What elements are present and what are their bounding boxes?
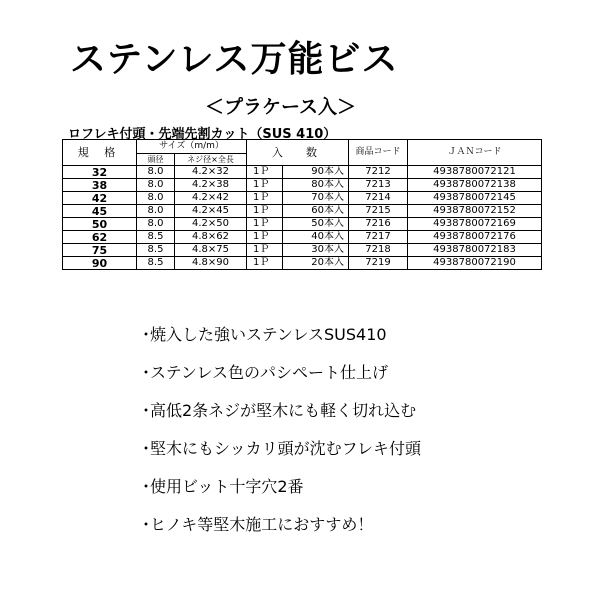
- count-cell: 20本入: [283, 257, 349, 270]
- feature-text: 使用ビット十字穴2番: [150, 477, 304, 496]
- product-code-cell: 7219: [349, 257, 408, 270]
- product-title: ステンレス万能ビス: [70, 39, 399, 80]
- spec-table: [62, 139, 542, 270]
- header-quantity: 入 数: [247, 140, 349, 166]
- count-cell: 40本入: [283, 231, 349, 244]
- jan-code-cell: 4938780072183: [408, 244, 542, 257]
- pack-unit-cell: 1Ｐ: [247, 192, 283, 205]
- header-jan-code: ＪＡＮコード: [408, 140, 542, 166]
- table-row: [63, 166, 542, 179]
- feature-list: [138, 325, 421, 553]
- count-cell: 70本入: [283, 192, 349, 205]
- size-cell: 32: [63, 166, 137, 179]
- jan-code-cell: 4938780072169: [408, 218, 542, 231]
- size-cell: 50: [63, 218, 137, 231]
- feature-text: ステンレス色のパシペート仕上げ: [150, 363, 389, 382]
- size-cell: 90: [63, 257, 137, 270]
- size-cell: 75: [63, 244, 137, 257]
- pack-unit-cell: 1Ｐ: [247, 218, 283, 231]
- table-row: [63, 257, 542, 270]
- jan-code-cell: 4938780072152: [408, 205, 542, 218]
- header-dimensions: サイズ（m/m）: [137, 140, 247, 154]
- head-diameter-cell: 8.0: [137, 218, 175, 231]
- pack-unit-cell: 1Ｐ: [247, 257, 283, 270]
- jan-code-cell: 4938780072138: [408, 179, 542, 192]
- thread-cell: 4.2×38: [175, 179, 247, 192]
- head-diameter-cell: 8.5: [137, 257, 175, 270]
- feature-item: [138, 477, 421, 515]
- thread-cell: 4.2×45: [175, 205, 247, 218]
- feature-item: [138, 363, 421, 401]
- jan-code-cell: 4938780072190: [408, 257, 542, 270]
- count-cell: 80本入: [283, 179, 349, 192]
- head-diameter-cell: 8.5: [137, 231, 175, 244]
- jan-code-cell: 4938780072121: [408, 166, 542, 179]
- count-cell: 90本入: [283, 166, 349, 179]
- bullet-dot: ・: [138, 325, 155, 344]
- bullet-dot: ・: [138, 477, 155, 496]
- table-row: [63, 244, 542, 257]
- size-cell: 42: [63, 192, 137, 205]
- table-row: [63, 218, 542, 231]
- feature-item: [138, 439, 421, 477]
- thread-cell: 4.2×42: [175, 192, 247, 205]
- product-code-cell: 7215: [349, 205, 408, 218]
- thread-cell: 4.2×50: [175, 218, 247, 231]
- feature-item: [138, 401, 421, 439]
- thread-cell: 4.2×32: [175, 166, 247, 179]
- feature-text: 堅木にもシッカリ頭が沈むフレキ付頭: [150, 439, 422, 458]
- product-code-cell: 7217: [349, 231, 408, 244]
- feature-text: ヒノキ等堅木施工におすすめ！: [150, 515, 374, 534]
- head-diameter-cell: 8.0: [137, 166, 175, 179]
- size-cell: 62: [63, 231, 137, 244]
- product-code-cell: 7216: [349, 218, 408, 231]
- jan-code-cell: 4938780072176: [408, 231, 542, 244]
- table-row: [63, 231, 542, 244]
- table-row: [63, 205, 542, 218]
- table-row: [63, 179, 542, 192]
- head-diameter-cell: 8.0: [137, 179, 175, 192]
- table-caption: ロフレキ付頭・先端先割カット（SUS 410）: [68, 127, 337, 142]
- table-row: [63, 192, 542, 205]
- thread-cell: 4.8×90: [175, 257, 247, 270]
- product-subtitle: ＜プラケース入＞: [205, 96, 357, 118]
- product-code-cell: 7218: [349, 244, 408, 257]
- pack-unit-cell: 1Ｐ: [247, 244, 283, 257]
- header-head-diameter: 頭径: [137, 154, 175, 166]
- thread-cell: 4.8×62: [175, 231, 247, 244]
- size-cell: 38: [63, 179, 137, 192]
- bullet-dot: ・: [138, 515, 155, 534]
- thread-cell: 4.8×75: [175, 244, 247, 257]
- bullet-dot: ・: [138, 439, 155, 458]
- count-cell: 60本入: [283, 205, 349, 218]
- head-diameter-cell: 8.0: [137, 205, 175, 218]
- product-code-cell: 7213: [349, 179, 408, 192]
- header-thread: ネジ径×全長: [175, 154, 247, 166]
- bullet-dot: ・: [138, 363, 155, 382]
- head-diameter-cell: 8.5: [137, 244, 175, 257]
- feature-item: [138, 325, 421, 363]
- header-product-code: 商品コード: [349, 140, 408, 166]
- product-code-cell: 7212: [349, 166, 408, 179]
- pack-unit-cell: 1Ｐ: [247, 166, 283, 179]
- product-code-cell: 7214: [349, 192, 408, 205]
- pack-unit-cell: 1Ｐ: [247, 179, 283, 192]
- pack-unit-cell: 1Ｐ: [247, 205, 283, 218]
- feature-text: 高低2条ネジが堅木にも軽く切れ込む: [150, 401, 417, 420]
- header-size: 規 格: [63, 140, 137, 166]
- count-cell: 50本入: [283, 218, 349, 231]
- pack-unit-cell: 1Ｐ: [247, 231, 283, 244]
- count-cell: 30本入: [283, 244, 349, 257]
- feature-item: [138, 515, 421, 553]
- size-cell: 45: [63, 205, 137, 218]
- head-diameter-cell: 8.0: [137, 192, 175, 205]
- bullet-dot: ・: [138, 401, 155, 420]
- jan-code-cell: 4938780072145: [408, 192, 542, 205]
- feature-text: 焼入した強いステンレスSUS410: [150, 325, 387, 344]
